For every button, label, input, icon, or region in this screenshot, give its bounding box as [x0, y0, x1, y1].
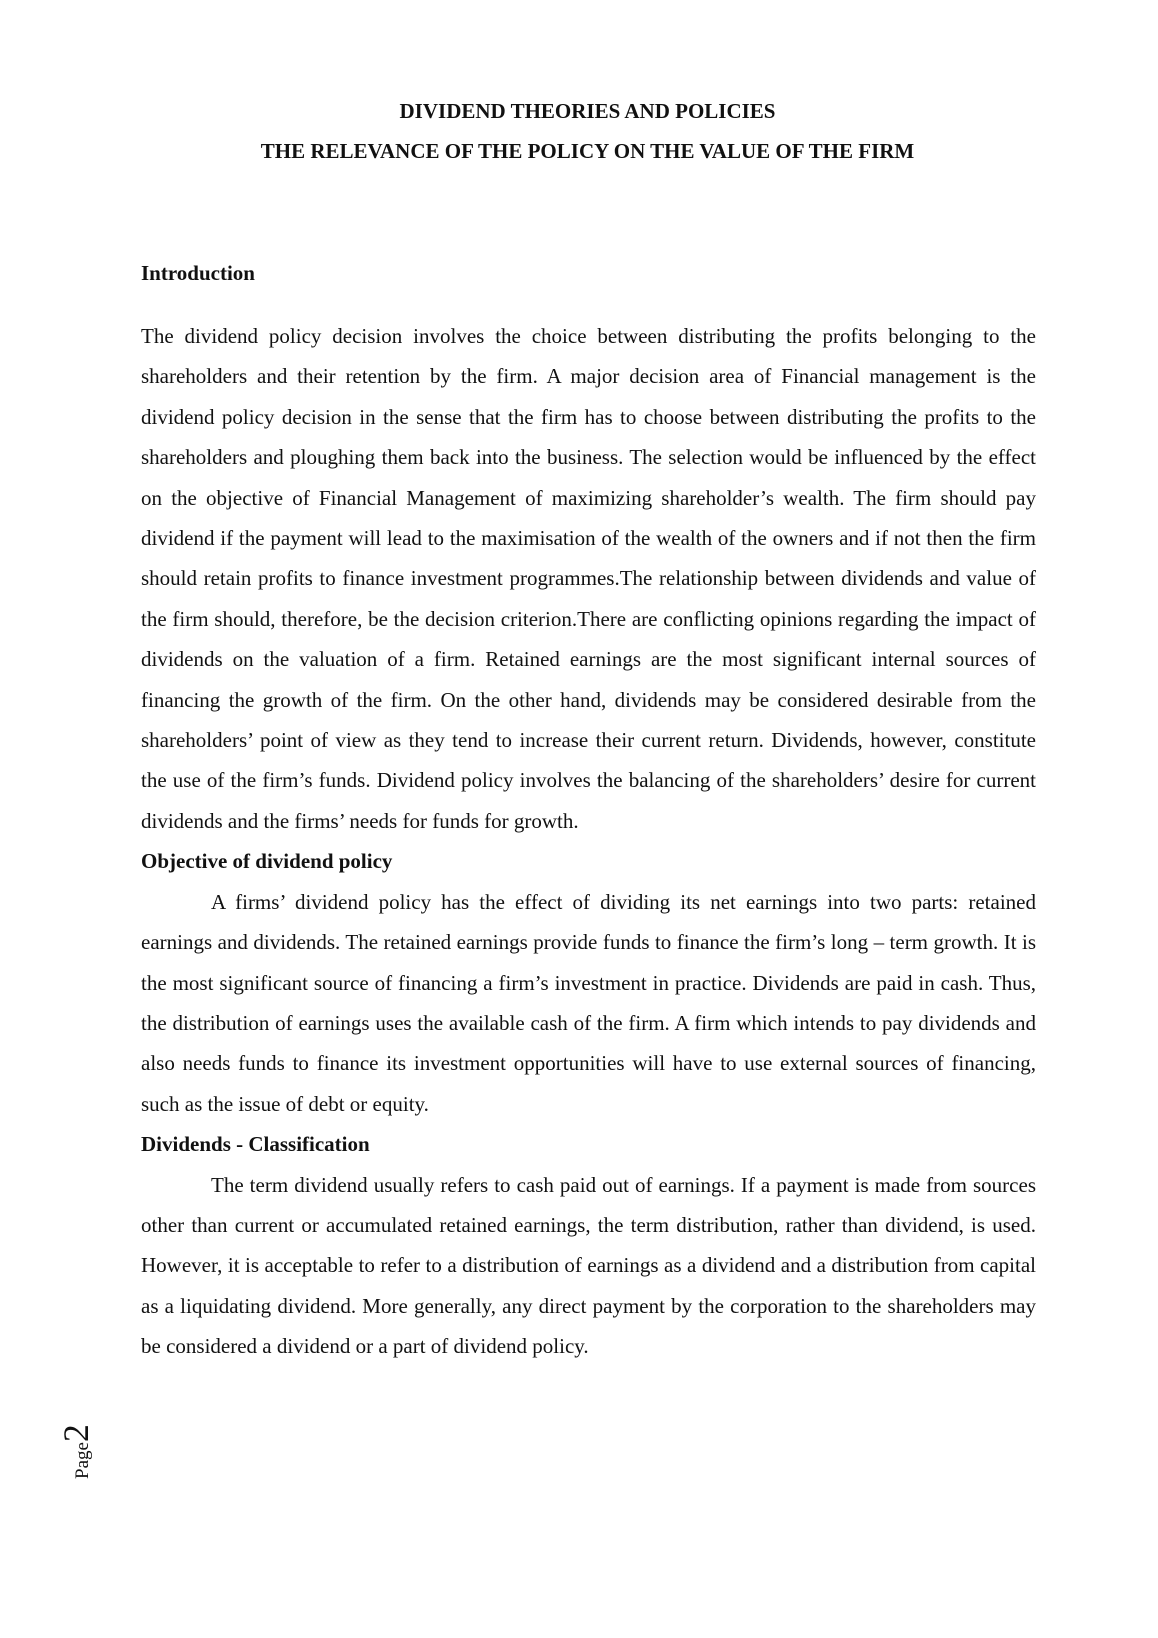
classification-paragraph: The term dividend usually refers to cash paid out of earnings. If a payment is made from sources other than current or accumulated retained earnings, the term distribution, rather than dividend, is used. However, it is acceptable to refer to a distribution of earnings as a dividend and a distribution from capital as a liquidating dividend. More generally, any direct payment by the corporation to the shareholders may be considered a dividend or a part of dividend policy.: [141, 1172, 1036, 1359]
page-number-value: 2: [56, 1424, 96, 1443]
objective-paragraph: A firms’ dividend policy has the effect of dividing its net earnings into two parts: retained earnings and dividends. The retained earnings provide funds to finance the firm’s long – term growth. It is the most significant source of financing a firm’s investment in practice. Dividends are paid in cash. Thus, the distribution of earnings uses the available cash of the firm. A firm which intends to pay dividends and also needs funds to finance its investment opportunities will have to use external sources of financing, such as the issue of debt or equity.: [141, 889, 1036, 1116]
document-title: DIVIDEND THEORIES AND POLICIES: [399, 99, 776, 123]
document-subtitle: THE RELEVANCE OF THE POLICY ON THE VALUE OF THE FIRM: [260, 139, 915, 163]
document-body: [141, 316, 1036, 1367]
introduction-paragraph: The dividend policy decision involves the choice between distributing the profits belonging to the shareholders and their retention by the firm. A major decision area of Financial management is the dividend policy decision in the sense that the firm has to choose between distributing the profits to the shareholders and ploughing them back into the business. The selection would be influenced by the effect on the objective of Financial Management of maximizing shareholder’s wealth. The firm should pay dividend if the payment will lead to the maximisation of the wealth of the owners and if not then the firm should retain profits to finance investment programmes.The relationship between dividends and value of the firm should, therefore, be the decision criterion.There are conflicting opinions regarding the impact of dividends on the valuation of a firm. Retained earnings are the most significant internal sources of financing the growth of the firm. On the other hand, dividends may be considered desirable from the shareholders’ point of view as they tend to increase their current return. Dividends, however, constitute the use of the firm’s funds. Dividend policy involves the balancing of the shareholders’ desire for current dividends and the firms’ needs for funds for growth.: [141, 324, 1036, 833]
introduction-heading: Introduction: [141, 261, 255, 285]
page-number: [58, 1424, 94, 1479]
page-label: Page: [72, 1442, 93, 1479]
classification-heading: Dividends - Classification: [141, 1132, 370, 1157]
objective-heading: Objective of dividend policy: [141, 849, 393, 874]
